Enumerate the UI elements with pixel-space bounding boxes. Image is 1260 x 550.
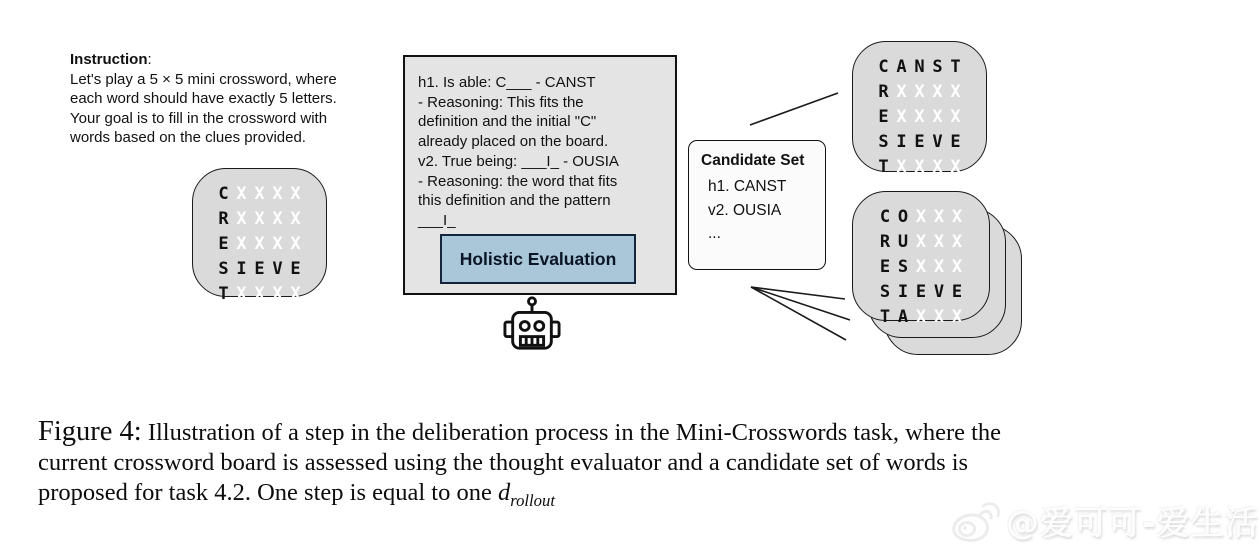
formula-subscript: rollout xyxy=(510,490,555,510)
crossword-cell: A xyxy=(897,307,909,327)
crossword-cell: T xyxy=(879,307,891,327)
crossword-cell: C xyxy=(879,207,891,227)
crossword-cell: T xyxy=(950,57,961,77)
crossword-row xyxy=(193,282,326,307)
crossword-cell: X xyxy=(951,207,963,227)
crossword-cell: C xyxy=(878,57,889,77)
crossword-cell: X xyxy=(254,184,265,204)
crossword-cell: X xyxy=(254,209,265,229)
crossword-row xyxy=(193,257,326,282)
crossword-cell: S xyxy=(218,259,229,279)
crossword-cell: E xyxy=(218,234,229,254)
evaluator-line: - Reasoning: the word that fits xyxy=(418,172,618,190)
evaluator-line: this definition and the pattern xyxy=(418,192,611,210)
crossword-row xyxy=(193,232,326,257)
evaluator-line: ___I_ xyxy=(418,211,456,229)
connector-line-top xyxy=(750,93,838,125)
crossword-cell: X xyxy=(272,209,283,229)
crossword-cell: X xyxy=(290,209,301,229)
crossword-row xyxy=(853,80,986,105)
crossword-row xyxy=(853,255,989,280)
crossword-cell: X xyxy=(951,257,963,277)
crossword-cell: E xyxy=(914,132,925,152)
crossword-cell: S xyxy=(879,282,891,302)
figure-caption xyxy=(38,417,1001,516)
crossword-cell: X xyxy=(950,157,961,177)
evaluator-line: v2. True being: ___I_ - OUSIA xyxy=(418,152,619,170)
instruction-title: Instruction: xyxy=(70,51,152,68)
crossword-cell: X xyxy=(272,234,283,254)
crossword-cell: X xyxy=(236,209,247,229)
crossword-row xyxy=(853,130,986,155)
crossword-cell: X xyxy=(272,184,283,204)
instruction-line: each word should have exactly 5 letters. xyxy=(70,90,337,108)
crossword-cell: X xyxy=(933,307,945,327)
crossword-cell: X xyxy=(236,234,247,254)
weibo-icon xyxy=(950,498,1000,544)
crossword-cell: A xyxy=(896,57,907,77)
current-board-card xyxy=(192,168,327,304)
crossword-cell: E xyxy=(878,107,889,127)
candidate-set-box xyxy=(688,140,826,270)
crossword-cell: E xyxy=(915,282,927,302)
crossword-cell: X xyxy=(932,157,943,177)
stacked-board-front-card xyxy=(852,191,990,327)
crossword-cell: E xyxy=(879,257,891,277)
crossword-cell: X xyxy=(896,82,907,102)
crossword-cell: X xyxy=(933,257,945,277)
crossword-row xyxy=(193,207,326,232)
crossword-cell: X xyxy=(914,82,925,102)
connector-fan-1 xyxy=(751,287,845,299)
crossword-cell: S xyxy=(897,257,909,277)
crossword-cell: E xyxy=(951,282,963,302)
candidate-item: v2. OUSIA xyxy=(708,201,782,219)
formula-variable: d xyxy=(497,479,511,506)
crossword-cell: X xyxy=(915,257,927,277)
holistic-evaluation-label: Holistic Evaluation xyxy=(440,234,636,284)
crossword-cell: X xyxy=(290,234,301,254)
crossword-row xyxy=(853,155,986,180)
crossword-cell: X xyxy=(254,284,265,304)
robot-icon xyxy=(501,296,563,354)
evaluator-text xyxy=(418,73,619,231)
caption-line: current crossword board is assessed using the thought evaluator and a candidate set of words is xyxy=(38,449,969,476)
crossword-row xyxy=(853,205,989,230)
evaluator-line: - Reasoning: This fits the xyxy=(418,93,584,111)
crossword-row xyxy=(853,230,989,255)
crossword-row xyxy=(193,182,326,207)
crossword-cell: U xyxy=(897,232,909,252)
crossword-cell: O xyxy=(897,207,909,227)
connector-fan-2 xyxy=(751,287,850,320)
caption-line: Figure 4: Illustration of a step in the deliberation process in the Mini-Crosswords task, where the xyxy=(38,416,1002,447)
crossword-cell: X xyxy=(951,307,963,327)
crossword-cell: C xyxy=(218,184,229,204)
crossword-cell: R xyxy=(218,209,229,229)
watermark-text: @爱可可-爱生活 xyxy=(1006,503,1259,542)
candidate-board-top-card xyxy=(852,41,987,177)
crossword-cell: I xyxy=(896,132,907,152)
evaluator-box xyxy=(403,55,677,295)
instruction-line: Let's play a 5 × 5 mini crossword, where xyxy=(70,70,337,88)
crossword-cell: E xyxy=(950,132,961,152)
crossword-cell: X xyxy=(896,107,907,127)
candidate-item: h1. CANST xyxy=(708,178,787,195)
crossword-cell: X xyxy=(933,232,945,252)
crossword-cell: X xyxy=(236,284,247,304)
candidate-item: ... xyxy=(708,225,721,242)
crossword-cell: X xyxy=(950,82,961,102)
crossword-cell: X xyxy=(272,284,283,304)
crossword-cell: X xyxy=(290,284,301,304)
crossword-cell: V xyxy=(272,259,283,279)
crossword-cell: X xyxy=(896,157,907,177)
crossword-cell: I xyxy=(236,259,247,279)
crossword-cell: T xyxy=(218,284,229,304)
crossword-cell: X xyxy=(915,307,927,327)
crossword-cell: X xyxy=(914,107,925,127)
crossword-row xyxy=(853,280,989,305)
crossword-row xyxy=(853,55,986,80)
crossword-cell: X xyxy=(290,184,301,204)
crossword-cell: X xyxy=(914,157,925,177)
watermark xyxy=(950,497,1259,544)
instruction-line: words based on the clues provided. xyxy=(70,129,306,147)
candidate-set-title: Candidate Set xyxy=(701,152,805,169)
crossword-cell: X xyxy=(951,232,963,252)
crossword-cell: X xyxy=(254,234,265,254)
crossword-cell: V xyxy=(932,132,943,152)
evaluator-line: h1. Is able: C___ - CANST xyxy=(418,74,596,91)
crossword-cell: X xyxy=(915,207,927,227)
crossword-cell: E xyxy=(254,259,265,279)
crossword-cell: S xyxy=(878,132,889,152)
crossword-row xyxy=(853,105,986,130)
crossword-cell: E xyxy=(290,259,301,279)
crossword-cell: X xyxy=(950,107,961,127)
evaluator-line: definition and the initial "C" xyxy=(418,113,597,131)
crossword-cell: X xyxy=(932,107,943,127)
crossword-cell: R xyxy=(879,232,891,252)
connector-fan-3 xyxy=(751,287,846,340)
crossword-cell: X xyxy=(933,207,945,227)
crossword-cell: V xyxy=(933,282,945,302)
crossword-cell: N xyxy=(914,57,925,77)
instruction-block xyxy=(70,50,337,148)
caption-figure-label: Figure 4: xyxy=(38,416,142,447)
instruction-line: Your goal is to fill in the crossword with xyxy=(70,109,328,127)
crossword-cell: T xyxy=(878,157,889,177)
evaluator-line: already placed on the board. xyxy=(418,133,609,151)
crossword-cell: X xyxy=(932,82,943,102)
crossword-row xyxy=(853,305,989,330)
crossword-cell: X xyxy=(915,232,927,252)
crossword-cell: R xyxy=(878,82,889,102)
crossword-cell: X xyxy=(236,184,247,204)
caption-line: proposed for task 4.2. One step is equal to one $d_{rollout}$ xyxy=(38,479,555,510)
crossword-cell: S xyxy=(932,57,943,77)
crossword-cell: I xyxy=(897,282,909,302)
